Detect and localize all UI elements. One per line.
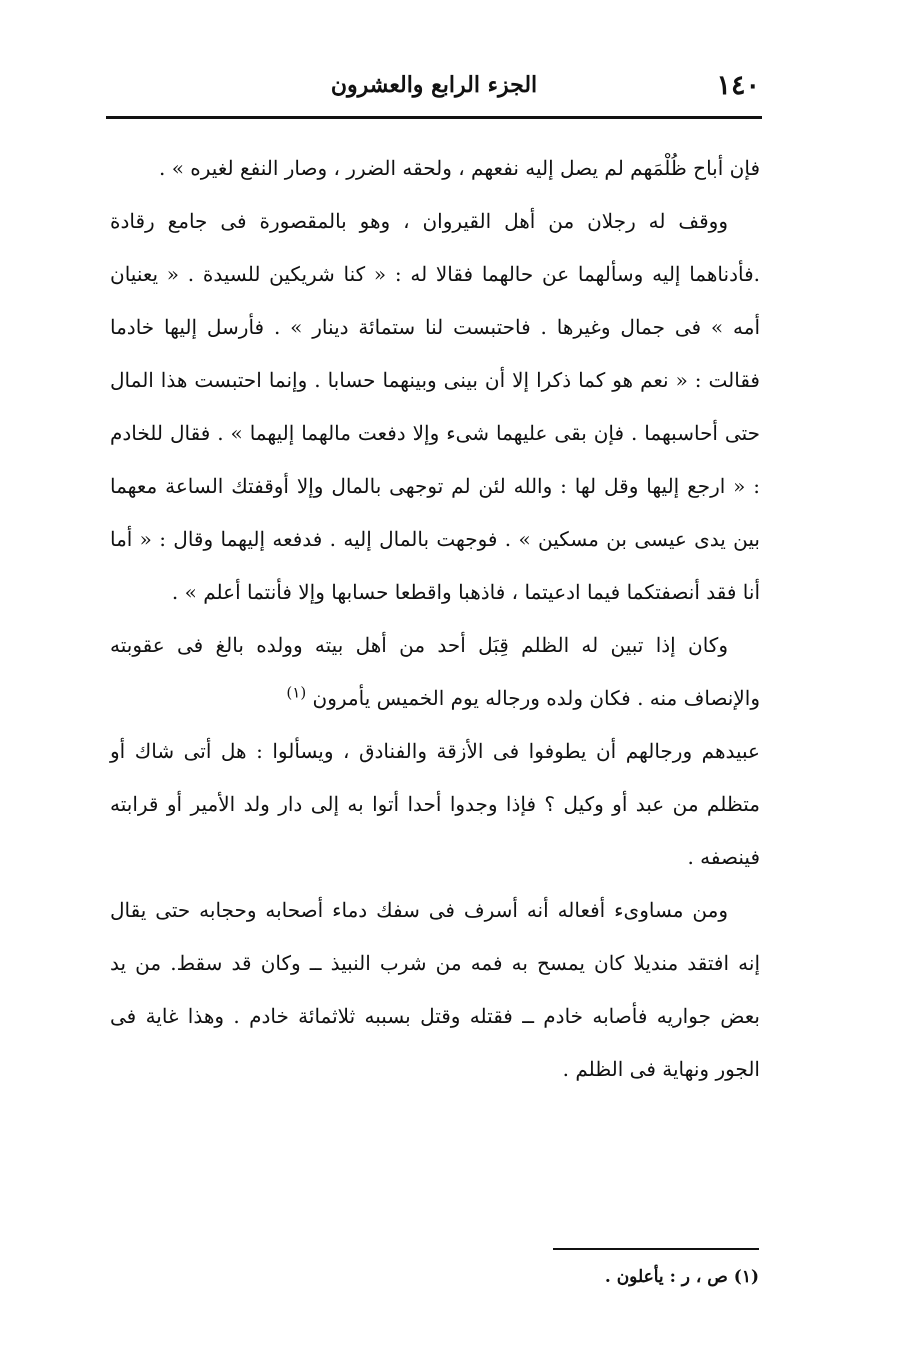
header-rule bbox=[106, 116, 762, 119]
body-text bbox=[110, 142, 760, 1096]
paragraph-2: ووقف له رجلان من أهل القيروان ، وهو بالمقصورة فى جامع رقادة .فأدناهما إليه وسألهما عن حالهما فقالا له : « كنا شريكين للسيدة . « يعنيان أمه » فى جمال وغيرها . فاحتبست لنا ستمائة دينار » . فأرسل إليها خادما فقالت : « نعم هو كما ذكرا إلا أن بينى وبينهما حسابا . وإنما احتبست هذا المال حتى أحاسبهما . فإن بقى عليهما شىء وإلا دفعت مالهما إليهما » . فقال للخادم : « ارجع إليها وقل لها : والله لئن لم توجهى بالمال وإلا أوقفتك الساعة معهما بين يدى عيسى بن مسكين » . فوجهت بالمال إليه . فدفعه إليهما وقال : « أما أنا فقد أنصفتكما فيما ادعيتما ، فاذهبا واقطعا حسابها وإلا فأنتما أعلم » . bbox=[110, 209, 760, 604]
running-head bbox=[108, 66, 760, 110]
paragraph-4: عبيدهم ورجالهم أن يطوفوا فى الأزقة والفنادق ، ويسألوا : هل أتى شاك أو متظلم من عبد أو وكيل ؟ فإذا وجدوا أحدا أتوا به إلى دار ولد الأمير أو قرابته فينصفه . bbox=[110, 739, 760, 869]
header-title: الجزء الرابع والعشرون bbox=[330, 72, 538, 98]
paragraph-3-text: وكان إذا تبين له الظلم قِبَل أحد من أهل بيته وولده بالغ فى عقوبته والإنصاف منه . فكان ولده ورجاله يوم الخميس يأمرون bbox=[110, 633, 760, 710]
footnote-reference: (١) bbox=[286, 683, 307, 702]
paragraph-1: فإن أباح ظُلْمَهم لم يصل إليه نفعهم ، ولحقه الضرر ، وصار النفع لغيره » . bbox=[158, 156, 760, 180]
footnote: (١) ص ، ر : يأعلون . bbox=[604, 1267, 759, 1287]
footnote-rule bbox=[553, 1248, 759, 1250]
page-number: ١٤٠ bbox=[716, 70, 760, 101]
paragraph-3 bbox=[110, 619, 760, 725]
paragraph-5: ومن مساوىء أفعاله أنه أسرف فى سفك دماء أصحابه وحجابه حتى يقال إنه افتقد منديلا كان يمسح به فمه من شرب النبيذ ــ وكان قد سقط. من يد بعض جواريه فأصابه خادم ــ فقتله وقتل بسببه ثلاثمائة خادم . وهذا غاية فى الجور ونهاية فى الظلم . bbox=[110, 898, 760, 1081]
